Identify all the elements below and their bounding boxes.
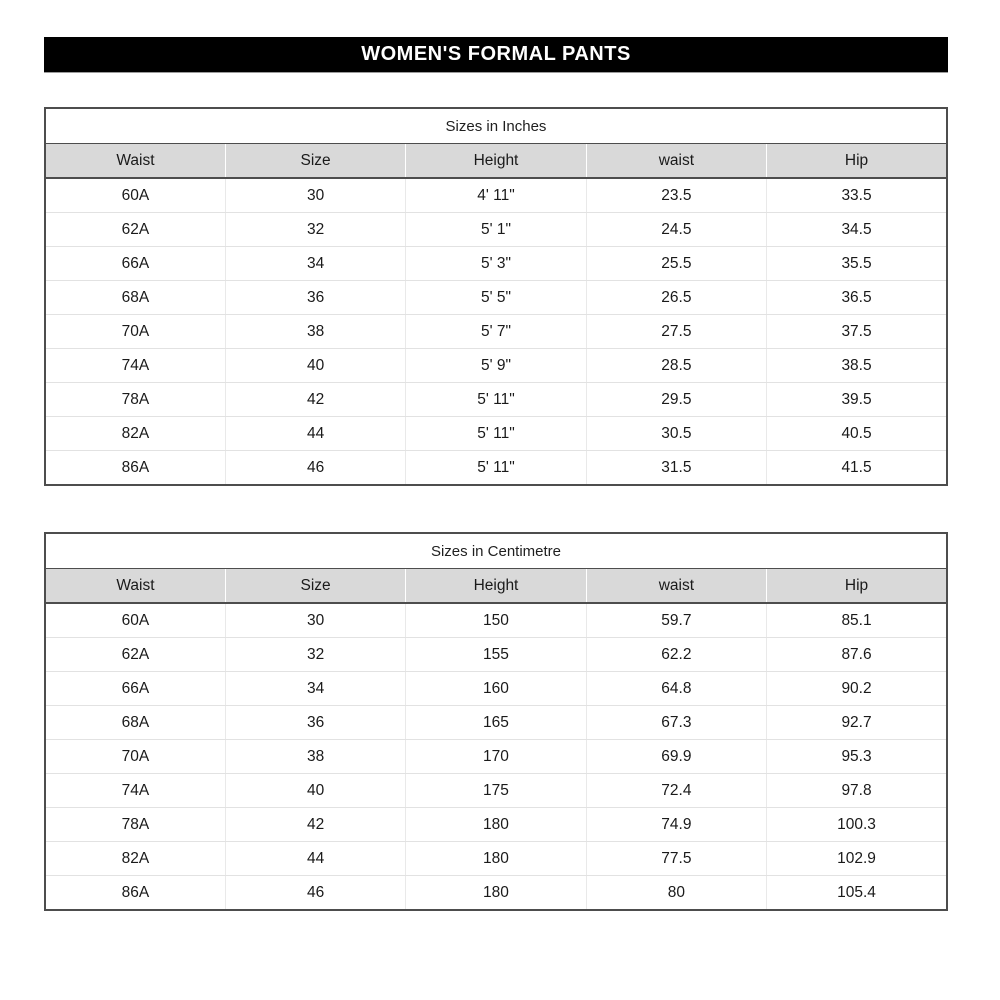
table-cell: 165 — [406, 706, 586, 740]
table-row — [45, 451, 947, 486]
table-cell: 36 — [225, 281, 405, 315]
table-cell: 80 — [586, 876, 766, 911]
table-cell: 42 — [225, 808, 405, 842]
table-row — [45, 706, 947, 740]
table-cell: 39.5 — [767, 383, 947, 417]
header-row — [45, 569, 947, 604]
table-cell: 42 — [225, 383, 405, 417]
table-cell: 68A — [45, 706, 225, 740]
table-cell: 26.5 — [586, 281, 766, 315]
table-body — [45, 178, 947, 485]
table-cell: 23.5 — [586, 178, 766, 213]
table-body — [45, 603, 947, 910]
table-cell: 41.5 — [767, 451, 947, 486]
table-cell: 102.9 — [767, 842, 947, 876]
column-header: Waist — [45, 144, 225, 179]
table-cell: 4' 11" — [406, 178, 586, 213]
table-cell: 5' 7" — [406, 315, 586, 349]
table-cell: 62A — [45, 213, 225, 247]
column-header: Hip — [767, 144, 947, 179]
table-caption: Sizes in Centimetre — [45, 533, 947, 569]
column-header: Size — [225, 144, 405, 179]
table-cell: 82A — [45, 842, 225, 876]
table-cell: 74A — [45, 349, 225, 383]
table-cell: 5' 3" — [406, 247, 586, 281]
column-header: Hip — [767, 569, 947, 604]
table-cell: 62.2 — [586, 638, 766, 672]
table-cell: 38 — [225, 315, 405, 349]
table-cell: 95.3 — [767, 740, 947, 774]
table-cell: 37.5 — [767, 315, 947, 349]
table-cell: 32 — [225, 213, 405, 247]
table-row — [45, 774, 947, 808]
table-cell: 160 — [406, 672, 586, 706]
table-cell: 74A — [45, 774, 225, 808]
table-cell: 60A — [45, 603, 225, 638]
column-header: Waist — [45, 569, 225, 604]
table-cell: 5' 9" — [406, 349, 586, 383]
table-cell: 90.2 — [767, 672, 947, 706]
table-cell: 40 — [225, 774, 405, 808]
table-cell: 86A — [45, 876, 225, 911]
table-cell: 25.5 — [586, 247, 766, 281]
column-header: Size — [225, 569, 405, 604]
table-cell: 5' 5" — [406, 281, 586, 315]
table-cell: 105.4 — [767, 876, 947, 911]
table-cell: 24.5 — [586, 213, 766, 247]
sizes-in-inches-table — [44, 107, 948, 486]
table-cell: 30.5 — [586, 417, 766, 451]
table-cell: 59.7 — [586, 603, 766, 638]
table-cell: 155 — [406, 638, 586, 672]
table-head — [45, 533, 947, 603]
table-cell: 34 — [225, 247, 405, 281]
table-cell: 36 — [225, 706, 405, 740]
table-cell: 27.5 — [586, 315, 766, 349]
table-cell: 34 — [225, 672, 405, 706]
table-cell: 100.3 — [767, 808, 947, 842]
table-cell: 35.5 — [767, 247, 947, 281]
table-cell: 74.9 — [586, 808, 766, 842]
table-cell: 78A — [45, 383, 225, 417]
table-cell: 32 — [225, 638, 405, 672]
table-cell: 5' 11" — [406, 451, 586, 486]
table-cell: 77.5 — [586, 842, 766, 876]
column-header: waist — [586, 569, 766, 604]
sizes-in-centimetre-table — [44, 532, 948, 911]
table-cell: 28.5 — [586, 349, 766, 383]
table-cell: 46 — [225, 876, 405, 911]
column-header: Height — [406, 569, 586, 604]
table-cell: 180 — [406, 876, 586, 911]
table-cell: 92.7 — [767, 706, 947, 740]
caption-row — [45, 108, 947, 144]
table-cell: 5' 11" — [406, 417, 586, 451]
table-cell: 60A — [45, 178, 225, 213]
table-row — [45, 842, 947, 876]
table-cell: 64.8 — [586, 672, 766, 706]
table-cell: 69.9 — [586, 740, 766, 774]
table-cell: 36.5 — [767, 281, 947, 315]
table-cell: 30 — [225, 603, 405, 638]
column-header: waist — [586, 144, 766, 179]
table-cell: 150 — [406, 603, 586, 638]
table-cell: 70A — [45, 740, 225, 774]
table-row — [45, 315, 947, 349]
table-cell: 85.1 — [767, 603, 947, 638]
page-title-banner — [44, 37, 948, 73]
table-row — [45, 178, 947, 213]
table-row — [45, 383, 947, 417]
table-cell: 38.5 — [767, 349, 947, 383]
table-cell: 5' 1" — [406, 213, 586, 247]
table-cell: 62A — [45, 638, 225, 672]
table-row — [45, 349, 947, 383]
table-caption: Sizes in Inches — [45, 108, 947, 144]
table-cell: 66A — [45, 672, 225, 706]
table-cell: 33.5 — [767, 178, 947, 213]
table-cell: 82A — [45, 417, 225, 451]
header-row — [45, 144, 947, 179]
table-cell: 44 — [225, 417, 405, 451]
table-cell: 68A — [45, 281, 225, 315]
table-cell: 67.3 — [586, 706, 766, 740]
table-head — [45, 108, 947, 178]
table-row — [45, 876, 947, 911]
table-cell: 86A — [45, 451, 225, 486]
table-cell: 70A — [45, 315, 225, 349]
table-row — [45, 417, 947, 451]
table-cell: 44 — [225, 842, 405, 876]
table-row — [45, 603, 947, 638]
caption-row — [45, 533, 947, 569]
table-cell: 170 — [406, 740, 586, 774]
table-cell: 40.5 — [767, 417, 947, 451]
table-cell: 5' 11" — [406, 383, 586, 417]
table-cell: 46 — [225, 451, 405, 486]
table-cell: 180 — [406, 842, 586, 876]
table-cell: 66A — [45, 247, 225, 281]
table-row — [45, 281, 947, 315]
table-cell: 72.4 — [586, 774, 766, 808]
table-cell: 29.5 — [586, 383, 766, 417]
table-cell: 180 — [406, 808, 586, 842]
table-cell: 38 — [225, 740, 405, 774]
table-cell: 78A — [45, 808, 225, 842]
table-cell: 87.6 — [767, 638, 947, 672]
table-cell: 97.8 — [767, 774, 947, 808]
table-row — [45, 808, 947, 842]
table-cell: 30 — [225, 178, 405, 213]
table-row — [45, 247, 947, 281]
table-row — [45, 672, 947, 706]
table-cell: 175 — [406, 774, 586, 808]
table-cell: 40 — [225, 349, 405, 383]
column-header: Height — [406, 144, 586, 179]
table-row — [45, 740, 947, 774]
table-cell: 31.5 — [586, 451, 766, 486]
page-title: WOMEN'S FORMAL PANTS — [361, 43, 631, 65]
table-row — [45, 213, 947, 247]
table-cell: 34.5 — [767, 213, 947, 247]
table-row — [45, 638, 947, 672]
